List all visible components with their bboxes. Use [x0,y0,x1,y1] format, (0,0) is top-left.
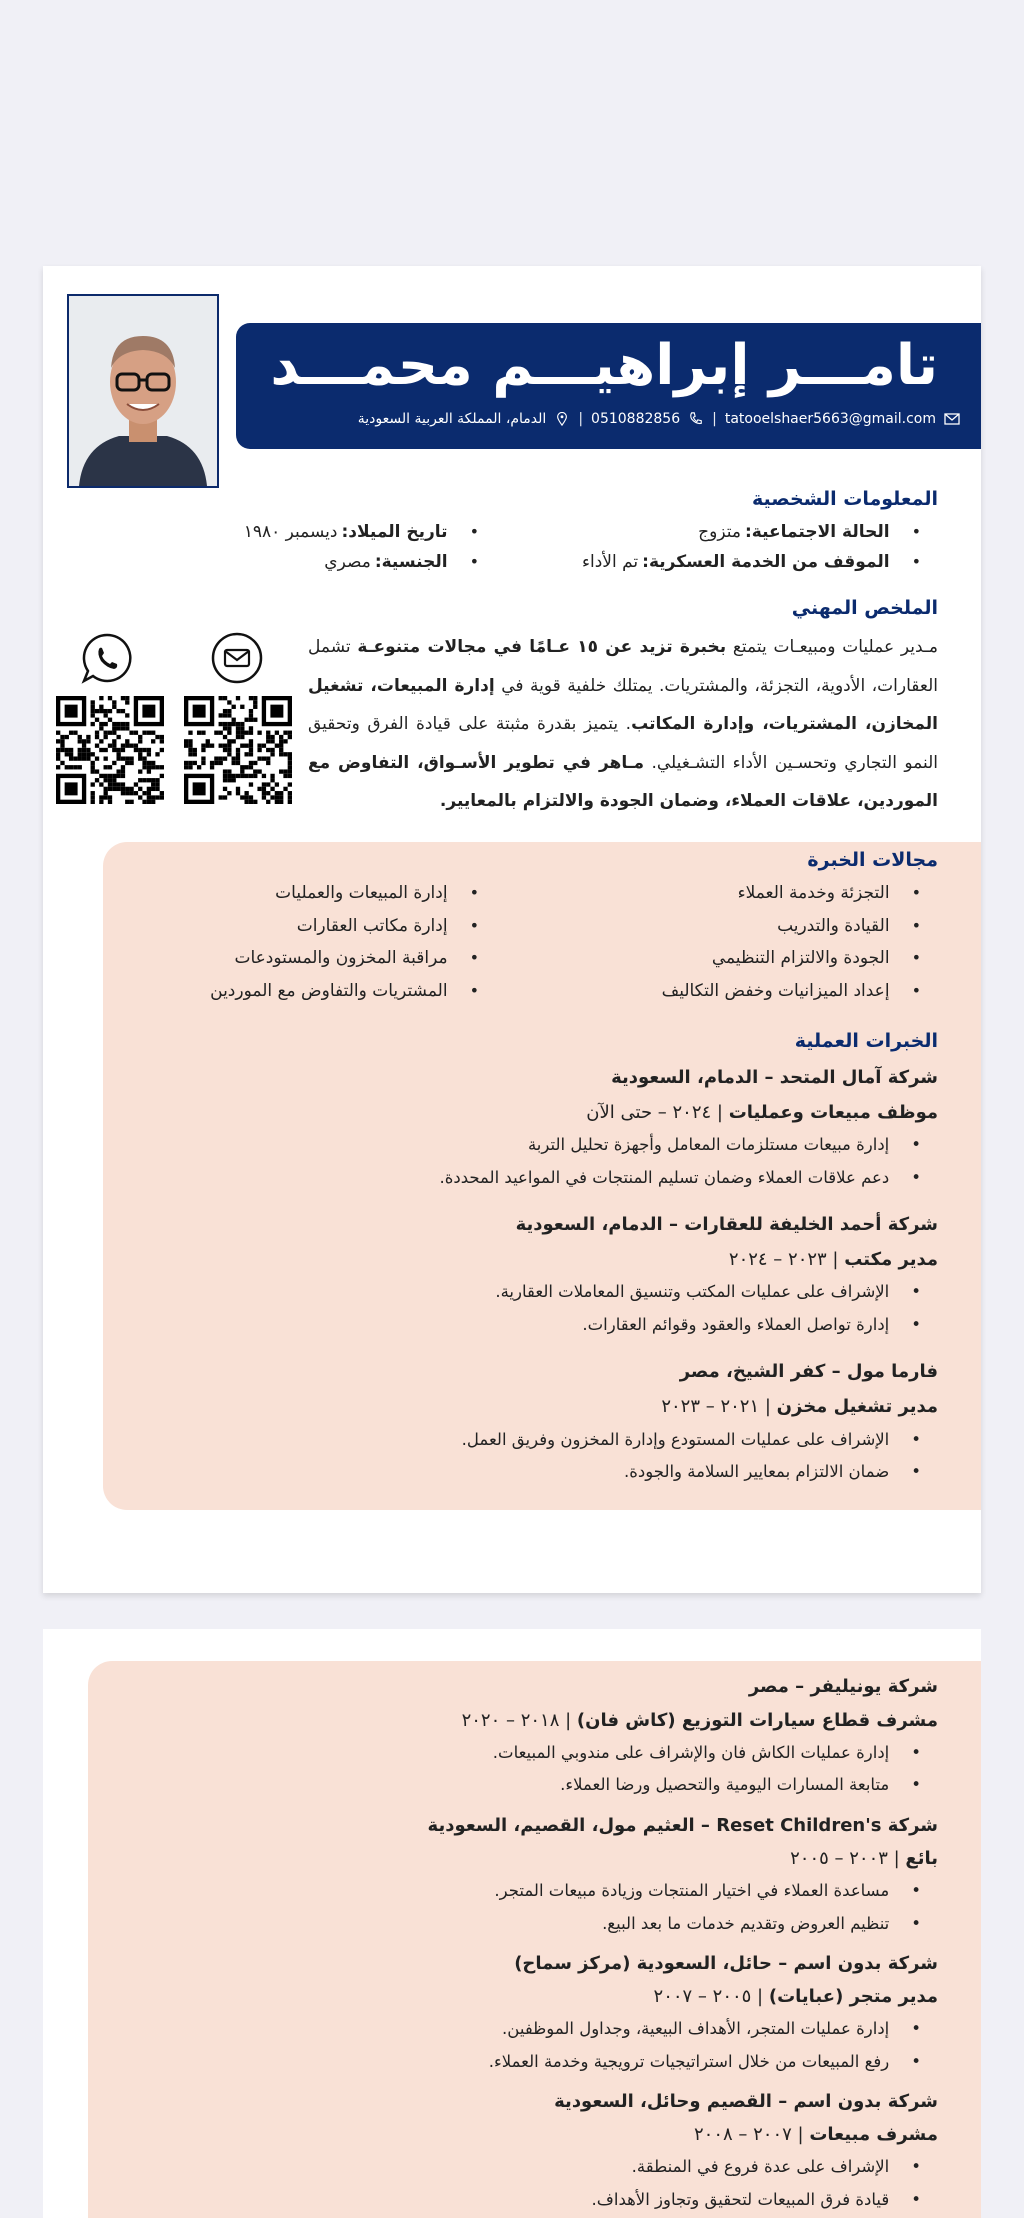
personal-nationality: • الجنسية: مصري [324,552,479,572]
job-role: مدير متجر (عبايات) | ٢٠٠٥ – ٢٠٠٧ [653,1986,938,2007]
expertise-item: • المشتريات والتفاوض مع الموردين [210,981,479,1001]
resume-page-1 [43,266,981,1593]
expertise-title: مجالات الخبرة [807,849,938,871]
email-text[interactable]: tatooelshaer5663@gmail.com [724,411,936,427]
job-company: شركة Reset Children's – العثيم مول، القصيم، السعودية [427,1815,938,1836]
job-task: • دعم علاقات العملاء وضمان تسليم المنتجات في المواعيد المحددة. [439,1168,921,1187]
job-company: شركة آمال المتحد – الدمام، السعودية [611,1067,938,1088]
separator: | [712,411,717,427]
job-company: شركة بدون اسم – القصيم وحائل، السعودية [554,2091,938,2112]
expertise-item: • إعداد الميزانيات وخفض التكاليف [662,981,921,1001]
job-task: • إدارة عمليات الكاش فان والإشراف على مندوبي المبيعات. [493,1743,921,1762]
header-banner [236,323,981,449]
expertise-item: • التجزئة وخدمة العملاء [738,883,921,903]
personal-marital: • الحالة الاجتماعية: متزوج [698,522,921,542]
job-role: بائع | ٢٠٠٣ – ٢٠٠٥ [790,1848,938,1869]
contact-line [358,411,960,427]
job-task: • مساعدة العملاء في اختيار المنتجات وزيادة مبيعات المتجر. [494,1881,921,1900]
job-task: • متابعة المسارات اليومية والتحصيل ورضا العملاء. [560,1775,921,1794]
email-qr-code[interactable] [184,696,292,804]
full-name: تامـــر إبراهيـــم محمـــد [270,333,938,398]
job-task: • الإشراف على عمليات المستودع وإدارة المخزون وفريق العمل. [462,1430,921,1449]
job-role: موظف مبيعات وعمليات | ٢٠٢٤ – حتى الآن [586,1102,938,1123]
whatsapp-qr-code[interactable] [56,696,164,804]
job-task: • إدارة مبيعات مستلزمات المعامل وأجهزة تحليل التربة [528,1135,921,1154]
job-task: • قيادة فرق المبيعات لتحقيق وتجاوز الأهداف. [592,2190,921,2209]
phone-text[interactable]: 0510882856 [591,411,681,427]
resume-page-2 [43,1629,981,2218]
job-company: شركة يونيليفر – مصر [748,1676,938,1697]
expertise-item: • إدارة مكاتب العقارات [297,916,479,936]
expertise-item: • الجودة والالتزام التنظيمي [712,948,921,968]
profile-photo [67,294,219,488]
expertise-item: • القيادة والتدريب [777,916,921,936]
separator: | [578,411,584,427]
phone-icon [688,412,704,426]
job-task: • إدارة عمليات المتجر، الأهداف البيعية، وجداول الموظفين. [502,2019,921,2038]
expertise-item: • إدارة المبيعات والعمليات [275,883,479,903]
job-task: • رفع المبيعات من خلال استراتيجيات ترويجية وخدمة العملاء. [489,2052,921,2071]
summary-title: الملخص المهني [791,597,938,619]
job-task: • الإشراف على عدة فروع في المنطقة. [632,2157,921,2176]
experience-title: الخبرات العملية [794,1030,938,1052]
expertise-item: • مراقبة المخزون والمستودعات [234,948,479,968]
location-text: الدمام، المملكة العربية السعودية [357,411,547,427]
job-role: مدير مكتب | ٢٠٢٣ – ٢٠٢٤ [728,1249,938,1270]
personal-military: • الموقف من الخدمة العسكرية: تم الأداء [582,552,921,572]
job-company: شركة أحمد الخليفة للعقارات – الدمام، السعودية [515,1214,938,1235]
job-role: مدير تشغيل مخزن | ٢٠٢١ – ٢٠٢٣ [661,1396,938,1417]
job-role: مشرف قطاع سيارات التوزيع (كاش فان) | ٢٠١٨ – ٢٠٢٠ [461,1710,938,1731]
job-company: فارما مول – كفر الشيخ، مصر [679,1361,938,1382]
job-task: • ضمان الالتزام بمعايير السلامة والجودة. [624,1462,921,1481]
job-task: • الإشراف على عمليات المكتب وتنسيق المعاملات العقارية. [495,1282,921,1301]
personal-info-title: المعلومات الشخصية [751,488,938,510]
job-role: مشرف مبيعات | ٢٠٠٧ – ٢٠٠٨ [694,2124,938,2145]
email-contact-icon[interactable] [211,632,263,684]
summary-paragraph: مـدير عمليات ومبيعـات يتمتع بخبرة تزيد عن ١٥ عـامًا في مجالات متنوعـة تشمل العقارات، الأدوية، التجزئة، والمشتريات. يمتلك خلفية قوية في إدارة المبيعات، تشغيل المخازن، المشتريات، وإدارة المكاتب. يتميز بقدرة مثبتة على قيادة الفرق وتحقيق النمو التجاري وتحسـين الأداء التشـغيلي. مـاهر في تطوير الأسـواق، التفاوض مع الموردين، علاقات العملاء، وضمان الجودة والالتزام بالمعايير. [308,637,938,811]
envelope-icon [944,412,960,426]
location-pin-icon [554,412,570,426]
job-company: شركة بدون اسم – حائل، السعودية (مركز سماح) [514,1953,938,1974]
whatsapp-icon[interactable] [81,632,133,684]
job-task: • إدارة تواصل العملاء والعقود وقوائم العقارات. [582,1315,921,1334]
job-task: • تنظيم العروض وتقديم خدمات ما بعد البيع. [602,1914,921,1933]
personal-birthdate: • تاريخ الميلاد: ديسمبر ١٩٨٠ [244,522,479,542]
